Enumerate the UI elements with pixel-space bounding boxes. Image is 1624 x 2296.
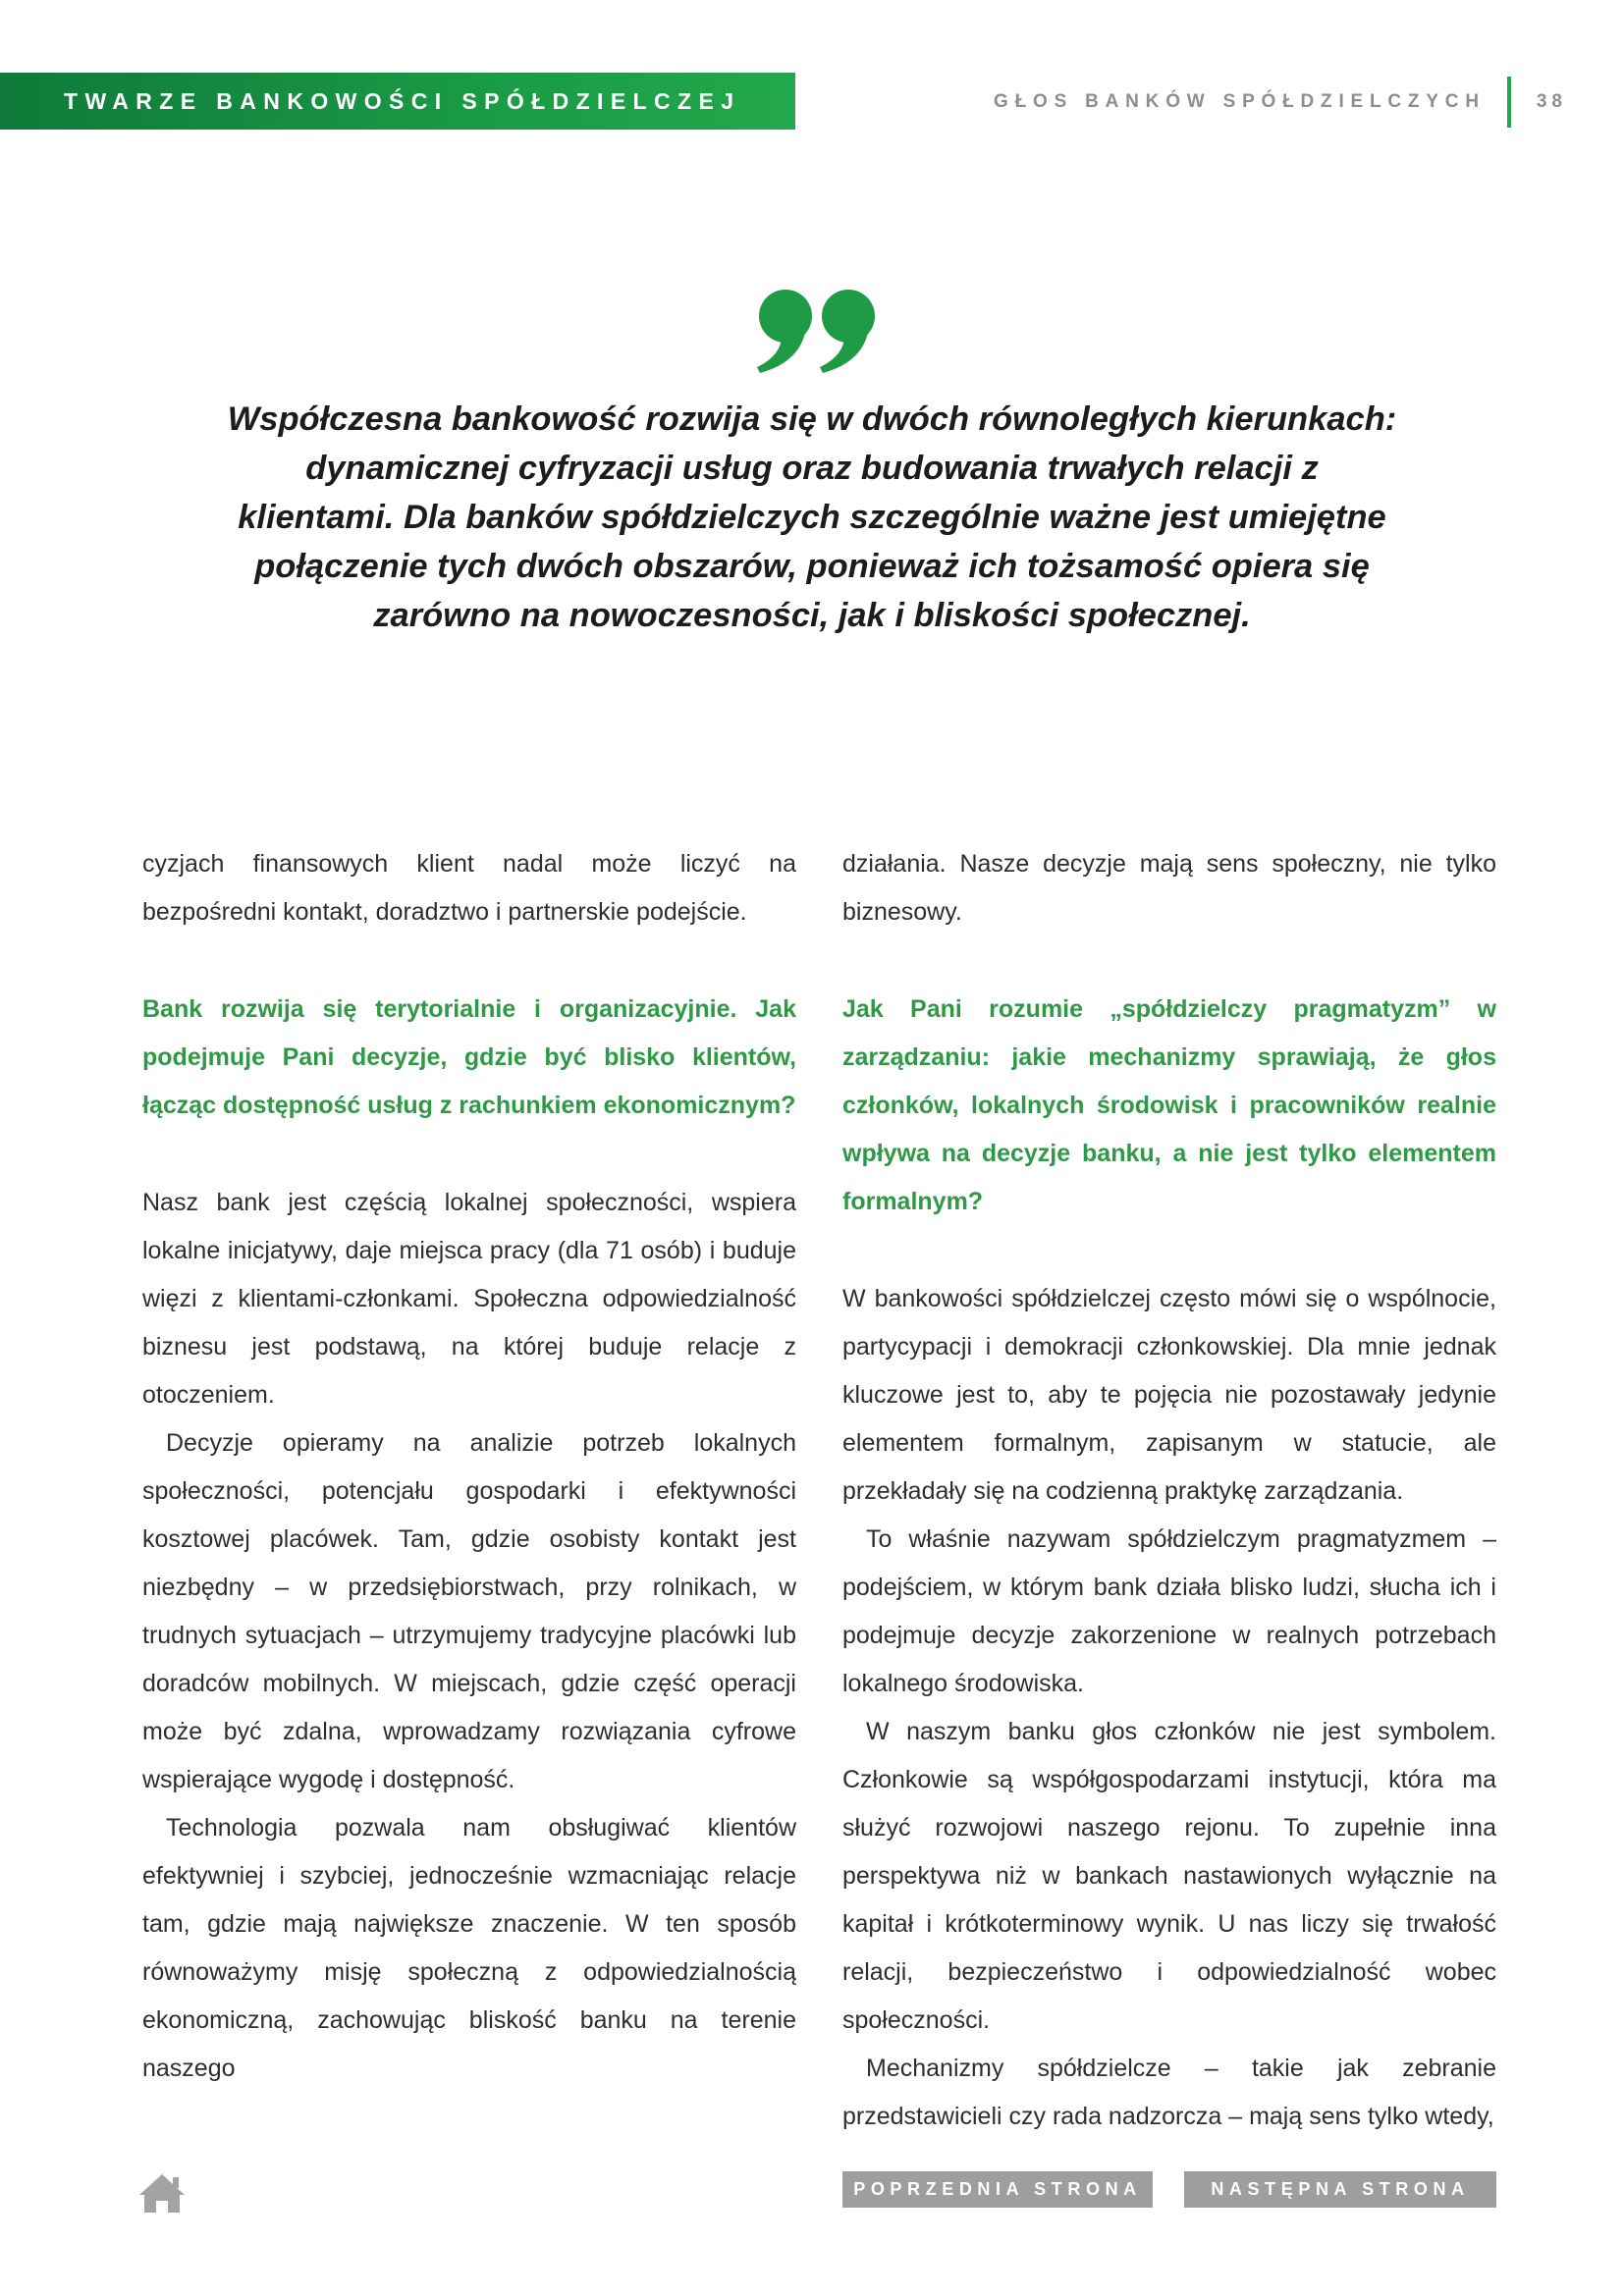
- magazine-title: GŁOS BANKÓW SPÓŁDZIELCZYCH: [994, 91, 1486, 112]
- interview-question: Jak Pani rozumie „spółdzielczy pragmatyzm” w zarządzaniu: jakie mechanizmy sprawiają, że głos członków, lokalnych środowisk i pracowników realnie wpływa na decyzje banku, a nie jest tylko elementem formalnym?: [842, 995, 1496, 1215]
- body-paragraph: W bankowości spółdzielczej często mówi się o wspólnocie, partycypacji i demokracji członkowskiej. Dla mnie jednak kluczowe jest to, aby te pojęcia nie pozostawały jedynie elementem formalnym, zapisanym w statucie, ale przekładały się na codzienną praktykę zarządzania.: [842, 1285, 1496, 1505]
- body-paragraph: Decyzje opieramy na analizie potrzeb lokalnych społeczności, potencjału gospodarki i efektywności kosztowej placówek. Tam, gdzie osobisty kontakt jest niezbędny – w przedsiębiorstwach, przy rolnikach, w trudnych sytuacjach – utrzymujemy tradycyjne placówki lub doradców mobilnych. W miejscach, gdzie część operacji może być zdalna, wprowadzamy rozwiązania cyfrowe wspierające wygodę i dostępność.: [142, 1429, 796, 1793]
- right-column: [842, 840, 1496, 2141]
- section-title: TWARZE BANKOWOŚCI SPÓŁDZIELCZEJ: [64, 87, 741, 114]
- body-paragraph: Technologia pozwala nam obsługiwać klientów efektywniej i szybciej, jednocześnie wzmacniając relacje tam, gdzie mają największe znaczenie. W ten sposób równoważymy misję społeczną z odpowiedzialnością ekonomiczną, zachowując bliskość banku na terenie naszego: [142, 1814, 796, 2082]
- body-paragraph: działania. Nasze decyzje mają sens społeczny, nie tylko biznesowy.: [842, 850, 1496, 926]
- lead-quote: Współczesna bankowość rozwija się w dwóch równoległych kierunkach: dynamicznej cyfryzacji usług oraz budowania trwałych relacji z klientami. Dla banków spółdzielczych szczególnie ważne jest umiejętne połączenie tych dwóch obszarów, ponieważ ich tożsamość opiera się zarówno na nowoczesności, jak i bliskości społecznej.: [227, 400, 1397, 634]
- interview-question: Bank rozwija się terytorialnie i organizacyjnie. Jak podejmuje Pani decyzje, gdzie być blisko klientów, łącząc dostępność usług z rachunkiem ekonomicznym?: [142, 995, 796, 1119]
- section-header-band: [0, 73, 795, 130]
- home-icon[interactable]: [137, 2171, 187, 2215]
- body-paragraph: Mechanizmy spółdzielcze – takie jak zebranie przedstawicieli czy rada nadzorcza – mają sens tylko wtedy,: [842, 2055, 1496, 2130]
- page-number: 38: [1536, 91, 1567, 112]
- left-column: [142, 840, 796, 2093]
- next-page-button[interactable]: NASTĘPNA STRONA: [1184, 2171, 1496, 2208]
- body-paragraph: W naszym banku głos członków nie jest symbolem. Członkowie są współgospodarzami instytucji, która ma służyć rozwojowi naszego rejonu. To zupełnie inna perspektywa niż w bankach nastawionych wyłącznie na kapitał i krótkoterminowy wynik. U nas liczy się trwałość relacji, bezpieczeństwo i odpowiedzialność wobec społeczności.: [842, 1718, 1496, 2034]
- quote-mark-icon: [748, 287, 886, 375]
- body-paragraph: cyzjach finansowych klient nadal może liczyć na bezpośredni kontakt, doradztwo i partnerskie podejście.: [142, 850, 796, 926]
- header-divider: [1507, 77, 1511, 128]
- body-paragraph: Nasz bank jest częścią lokalnej społeczności, wspiera lokalne inicjatywy, daje miejsca pracy (dla 71 osób) i buduje więzi z klientami-członkami. Społeczna odpowiedzialność biznesu jest podstawą, na której buduje relacje z otoczeniem.: [142, 1189, 796, 1409]
- magazine-header: [994, 77, 1567, 128]
- previous-page-button[interactable]: POPRZEDNIA STRONA: [842, 2171, 1153, 2208]
- body-paragraph: To właśnie nazywam spółdzielczym pragmatyzmem – podejściem, w którym bank działa blisko ludzi, słucha ich i podejmuje decyzje zakorzenione w realnych potrzebach lokalnego środowiska.: [842, 1525, 1496, 1697]
